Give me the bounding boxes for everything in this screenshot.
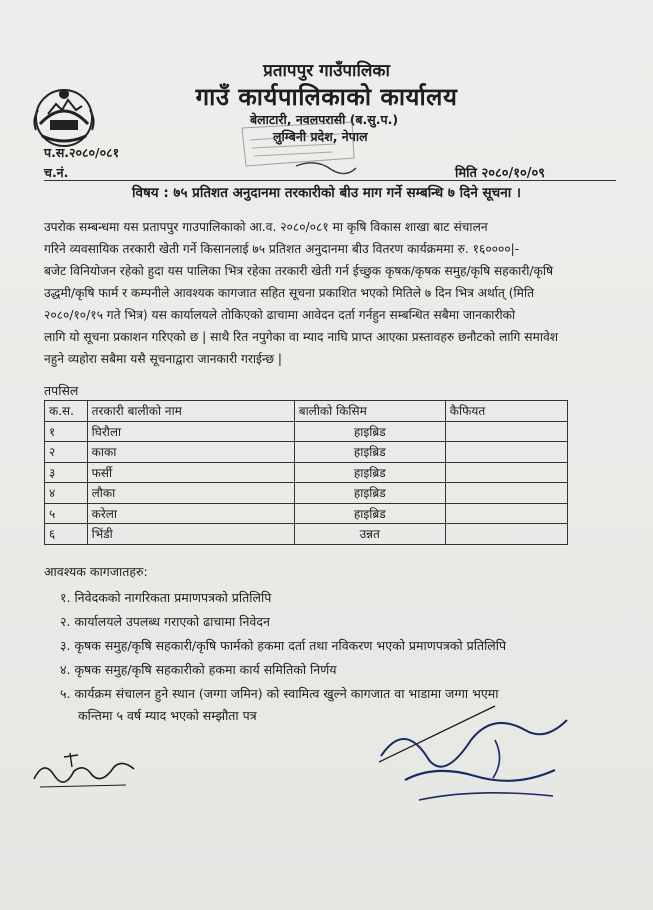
cell-remarks [445, 483, 567, 504]
requirement-item-continued: कन्तिमा ५ वर्ष म्याद भएको सम्झौता पत्र [78, 708, 257, 723]
municipality-name: प्रतापपुर गाउँपालिका [263, 61, 390, 81]
cell-type: हाइब्रिड [294, 421, 445, 442]
cell-remarks [445, 503, 567, 524]
requirement-item: २. कार्यालयले उपलब्ध गराएको ढाचामा निवेदन [60, 614, 270, 629]
dispatch-number: च.नं. [44, 165, 69, 180]
cell-crop: फर्सी [87, 462, 294, 483]
province-name: लुम्बिनी प्रदेश, नेपाल [273, 129, 368, 144]
cell-sn: ३ [45, 462, 88, 483]
cell-crop: लौका [87, 483, 294, 504]
officer-signature [375, 700, 575, 810]
cell-crop: घिरौला [87, 421, 294, 442]
body-line: बजेट विनियोजन रहेको हुदा यस पालिका भित्र रहेका तरकारी खेती गर्न ईच्छुक कृषक/कृषक समुह/कृषि सहकारी/कृषि [44, 264, 554, 278]
requirements-title: आवश्यक कागजातहरु: [44, 564, 148, 579]
office-stamp-icon [236, 118, 358, 182]
notice-body [44, 216, 616, 370]
requirement-item: ५. कार्यक्रम संचालन हुने स्थान (जग्गा जमिन) को स्वामित्व खुल्ने कागजात वा भाडामा जग्गा भएमा [60, 686, 499, 701]
cell-sn: ६ [45, 524, 88, 545]
table-row [45, 524, 568, 545]
header-divider [44, 180, 616, 181]
table-row [45, 503, 568, 524]
table-row [45, 442, 568, 463]
cell-remarks [445, 421, 567, 442]
cell-remarks [445, 462, 567, 483]
cell-remarks [445, 524, 567, 545]
office-address: बेलाटारी, नवलपरासी (ब.सु.प.) [250, 112, 399, 127]
column-header-remarks: कैफियत [445, 401, 567, 422]
initials-signature [30, 745, 142, 795]
reference-number: प.स.२०८०/०८१ [44, 145, 120, 160]
column-header-crop: तरकारी बालीको नाम [87, 401, 294, 422]
cell-type: हाइब्रिड [294, 442, 445, 463]
table-header-row [45, 401, 568, 422]
cell-type: हाइब्रिड [294, 503, 445, 524]
body-line: लागि यो सूचना प्रकाशन गरिएको छ | साथै रित नपुगेका वा म्याद नाघि प्राप्त आएका प्रस्तावहरु छनौटको लागि समावेश [44, 330, 559, 344]
table-row [45, 421, 568, 442]
table-row [45, 462, 568, 483]
requirement-item: ४. कृषक समुह/कृषि सहकारीको हकमा कार्य समितिको निर्णय [60, 662, 337, 677]
body-line: नहुने व्यहोरा सबैमा यसै सूचनाद्वारा जानकारी गराईन्छ | [44, 352, 283, 366]
cell-sn: १ [45, 421, 88, 442]
crop-table [44, 400, 568, 545]
table-heading: तपसिल [44, 383, 79, 398]
body-line: उद्धमी/कृषि फार्म र कम्पनीले आवश्यक कागजात सहित सूचना प्रकाशित भएको मितिले ७ दिन भित्र अर्थात् (मिति [44, 286, 535, 300]
cell-type: हाइब्रिड [294, 462, 445, 483]
requirement-item: १. निवेदकको नागरिकता प्रमाणपत्रको प्रतिलिपि [60, 590, 272, 605]
body-line: गरिने व्यवसायिक तरकारी खेती गर्ने किसानलाई ७५ प्रतिशत अनुदानमा बीउ वितरण कार्यक्रममा रु. १६००००|- [44, 242, 520, 256]
table-row [45, 483, 568, 504]
cell-sn: ५ [45, 503, 88, 524]
cell-sn: ४ [45, 483, 88, 504]
requirement-item: ३. कृषक समुह/कृषि सहकारी/कृषि फार्मको हकमा दर्ता तथा नविकरण भएको प्रमाणपत्रको प्रतिलिपि [60, 638, 507, 653]
office-name: गाउँ कार्यपालिकाको कार्यालय [195, 83, 458, 111]
cell-type: हाइब्रिड [294, 483, 445, 504]
column-header-sn: क.स. [45, 401, 88, 422]
cell-remarks [445, 442, 567, 463]
cell-sn: २ [45, 442, 88, 463]
notice-subject: विषय : ७५ प्रतिशत अनुदानमा तरकारीको बीउ माग गर्ने सम्बन्धि ७ दिने सूचना । [131, 185, 522, 201]
cell-crop: करेला [87, 503, 294, 524]
cell-crop: काका [87, 442, 294, 463]
body-line: उपरोक सम्बन्धमा यस प्रतापपुर गाउपालिकाको आ.व. २०८०/०८१ मा कृषि विकास शाखा बाट संचालन [44, 220, 488, 234]
notice-date: मिति २०८०/१०/०९ [455, 166, 546, 181]
body-line: २०८०/१०/१५ गते भित्र) यस कार्यालयले तोकिएको ढाचामा आवेदन दर्ता गर्नहुन सम्बन्धित सबैमा जानकारीको [44, 308, 516, 322]
column-header-type: बालीको किसिम [294, 401, 445, 422]
cell-crop: भिंडी [87, 524, 294, 545]
cell-type: उन्नत [294, 524, 445, 545]
